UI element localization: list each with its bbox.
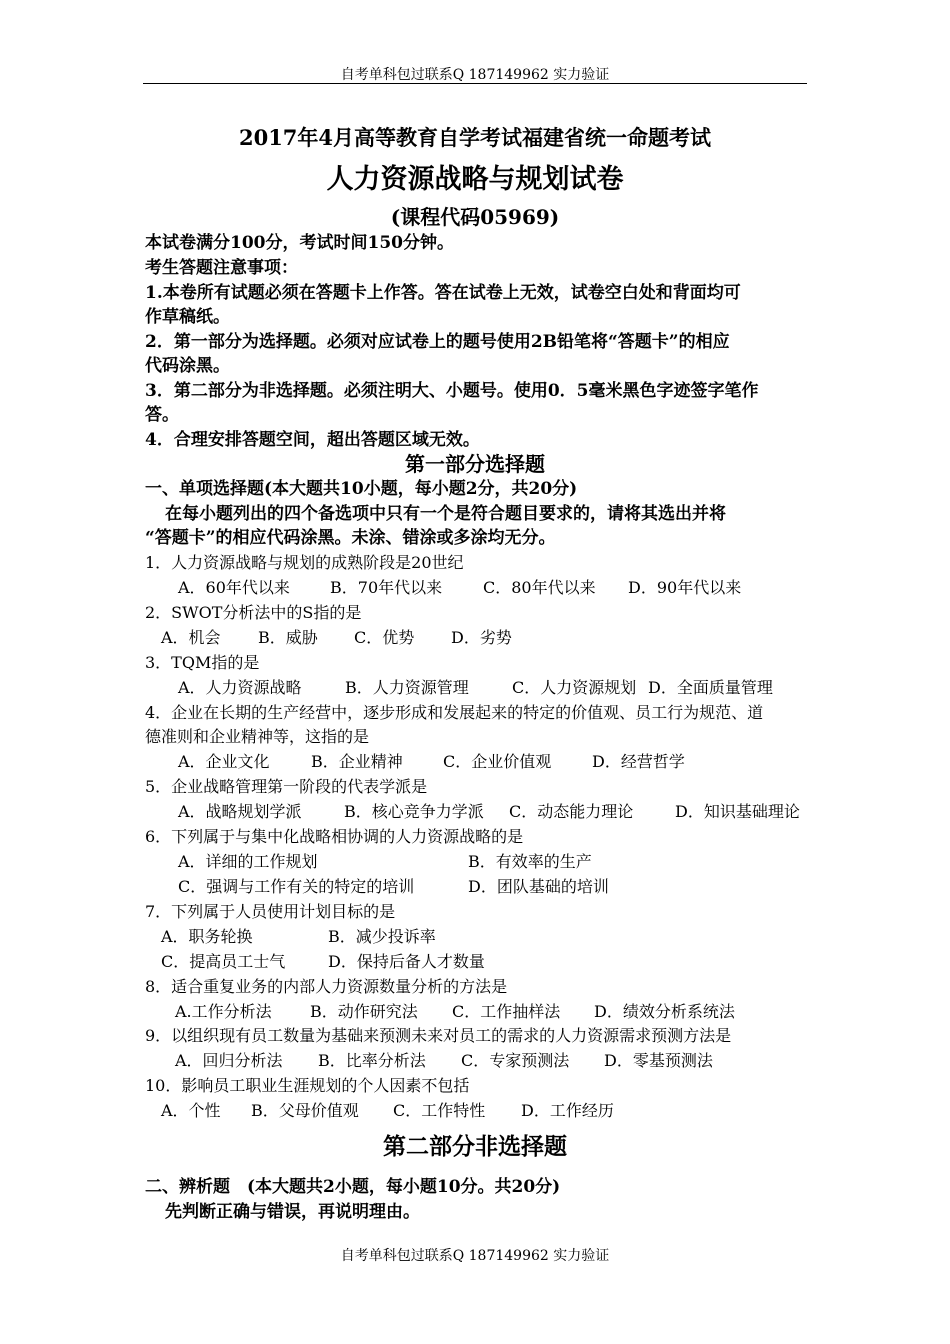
notice-3-cont: 答。: [145, 405, 179, 425]
notice-2: 2．第一部分为选择题。必须对应试卷上的题号使用2B铅笔将“答题卡”的相应: [145, 332, 730, 352]
part1-title: 第一部分选择题: [405, 452, 545, 476]
question-4-cont: 德准则和企业精神等，这指的是: [145, 727, 370, 746]
notice-title: 考生答题注意事项：: [145, 258, 298, 278]
header-divider: [143, 83, 807, 84]
q5-option-a: A．战略规划学派: [178, 802, 302, 821]
q4-option-c: C．企业价值观: [443, 752, 552, 771]
notice-1: 1.本卷所有试题必须在答题卡上作答。答在试卷上无效，试卷空白处和背面均可: [145, 283, 741, 303]
q2-option-c: C．优势: [354, 628, 415, 647]
q2-option-d: D．劣势: [451, 628, 512, 647]
question-7: 7．下列属于人员使用计划目标的是: [145, 902, 396, 921]
part1-instruction-cont: “答题卡”的相应代码涂黑。未涂、错涂或多涂均无分。: [145, 528, 556, 548]
part1-instruction: 在每小题列出的四个备选项中只有一个是符合题目要求的，请将其选出并将: [165, 504, 726, 524]
page-footer: 自考单科包过联系Q 187149962 实力验证: [340, 1248, 610, 1264]
question-3: 3．TQM指的是: [145, 653, 260, 672]
q1-option-b: B．70年代以来: [330, 578, 443, 597]
question-2: 2．SWOT分析法中的S指的是: [145, 603, 362, 622]
q9-option-c: C．专家预测法: [461, 1051, 570, 1070]
q10-option-c: C．工作特性: [393, 1101, 486, 1120]
q7-option-c: C．提高员工士气: [161, 952, 286, 971]
question-10: 10．影响员工职业生涯规划的个人因素不包括: [145, 1076, 470, 1095]
q8-option-c: C．工作抽样法: [452, 1002, 561, 1021]
score-note: 本试卷满分100分，考试时间150分钟。: [145, 233, 454, 253]
q6-option-d: D．团队基础的培训: [468, 877, 609, 896]
q2-option-b: B．威胁: [258, 628, 318, 647]
q7-option-a: A．职务轮换: [161, 927, 253, 946]
notice-4: 4．合理安排答题空间，超出答题区域无效。: [145, 430, 480, 450]
q4-option-b: B．企业精神: [311, 752, 403, 771]
q10-option-d: D．工作经历: [521, 1101, 614, 1120]
q8-option-b: B．动作研究法: [310, 1002, 418, 1021]
part2-heading: 二、辨析题 (本大题共2小题，每小题10分。共20分): [145, 1177, 561, 1197]
q2-option-a: A．机会: [161, 628, 221, 647]
q1-option-d: D．90年代以来: [628, 578, 742, 597]
q7-option-d: D．保持后备人才数量: [328, 952, 485, 971]
question-5: 5．企业战略管理第一阶段的代表学派是: [145, 777, 428, 796]
question-9: 9．以组织现有员工数量为基础来预测未来对员工的需求的人力资源需求预测方法是: [145, 1026, 732, 1045]
q1-option-c: C．80年代以来: [483, 578, 596, 597]
q3-option-d: D．全面质量管理: [648, 678, 773, 697]
q10-option-b: B．父母价值观: [251, 1101, 359, 1120]
question-1: 1．人力资源战略与规划的成熟阶段是20世纪: [145, 553, 464, 572]
q3-option-a: A．人力资源战略: [178, 678, 302, 697]
notice-2-cont: 代码涂黑。: [145, 356, 230, 376]
q6-option-b: B．有效率的生产: [468, 852, 592, 871]
page-header: 自考单科包过联系Q 187149962 实力验证: [340, 67, 610, 83]
q4-option-d: D．经营哲学: [592, 752, 685, 771]
q5-option-d: D．知识基础理论: [675, 802, 800, 821]
part1-heading: 一、单项选择题(本大题共10小题，每小题2分，共20分): [145, 479, 578, 499]
q9-option-b: B．比率分析法: [318, 1051, 426, 1070]
q8-option-a: A.工作分析法: [175, 1002, 272, 1021]
q8-option-d: D．绩效分析系统法: [594, 1002, 735, 1021]
q9-option-d: D．零基预测法: [604, 1051, 713, 1070]
q5-option-c: C．动态能力理论: [509, 802, 634, 821]
part2-instruction: 先判断正确与错误，再说明理由。: [165, 1202, 420, 1222]
q6-option-c: C．强调与工作有关的特定的培训: [178, 877, 415, 896]
q1-option-a: A．60年代以来: [178, 578, 290, 597]
q6-option-a: A．详细的工作规划: [178, 852, 318, 871]
question-4: 4．企业在长期的生产经营中，逐步形成和发展起来的特定的价值观、员工行为规范、道: [145, 703, 764, 722]
paper-title: 人力资源战略与规划试卷: [326, 164, 624, 195]
question-8: 8．适合重复业务的内部人力资源数量分析的方法是: [145, 977, 508, 996]
question-6: 6．下列属于与集中化战略相协调的人力资源战略的是: [145, 827, 524, 846]
q4-option-a: A．企业文化: [178, 752, 270, 771]
notice-3: 3．第二部分为非选择题。必须注明大、小题号。使用0．5毫米黑色字迹签字笔作: [145, 381, 759, 401]
q3-option-c: C．人力资源规划: [512, 678, 637, 697]
course-code: (课程代码05969): [390, 205, 560, 229]
q10-option-a: A．个性: [161, 1101, 221, 1120]
exam-title: 2017年4月高等教育自学考试福建省统一命题考试: [238, 125, 712, 150]
q3-option-b: B．人力资源管理: [345, 678, 469, 697]
q9-option-a: A．回归分析法: [175, 1051, 283, 1070]
part2-title: 第二部分非选择题: [383, 1133, 567, 1160]
notice-1-cont: 作草稿纸。: [145, 307, 230, 327]
q5-option-b: B．核心竞争力学派: [344, 802, 484, 821]
q7-option-b: B．减少投诉率: [328, 927, 436, 946]
